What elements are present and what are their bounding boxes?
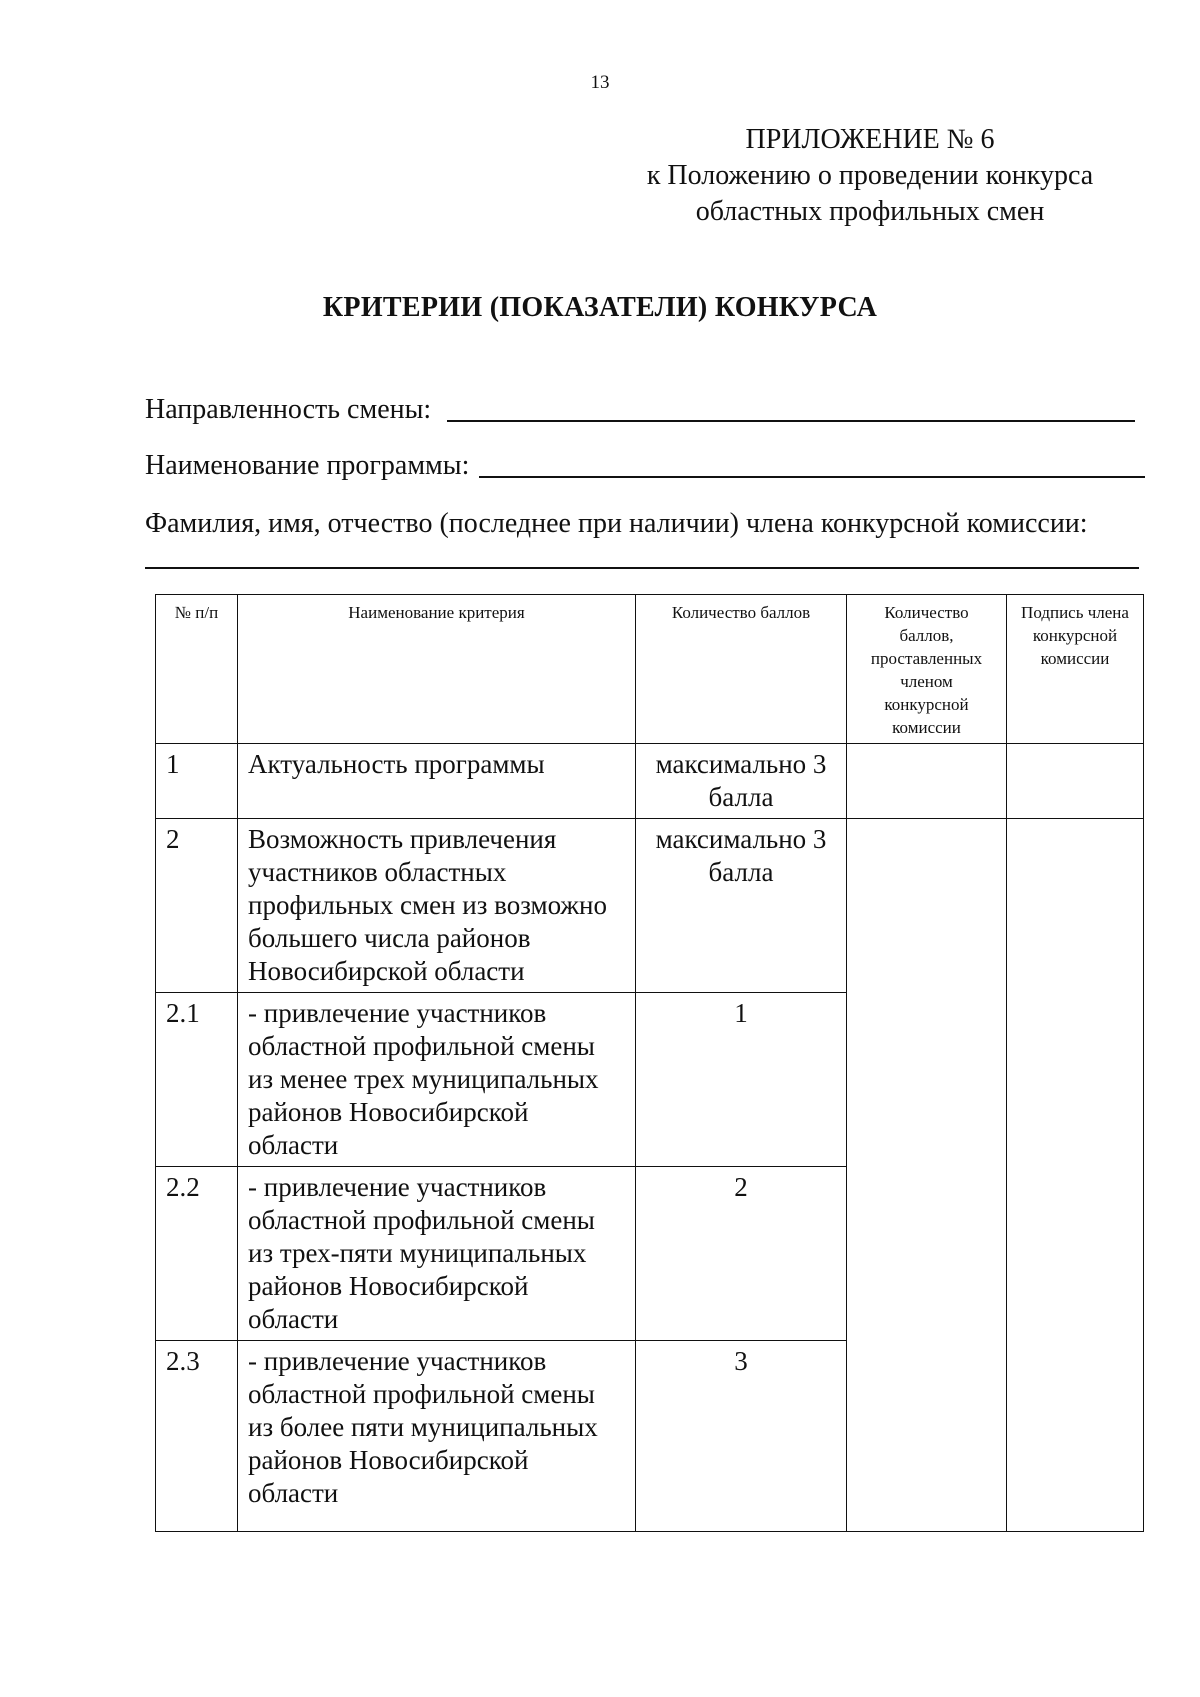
- page-number: 13: [590, 72, 610, 93]
- appendix-header: [600, 122, 1140, 230]
- signature-cell[interactable]: [1007, 819, 1144, 1532]
- header-given-points: Количество баллов, проставленных членом конкурсной комиссии: [847, 595, 1007, 744]
- header-num: № п/п: [156, 595, 238, 744]
- given-points-cell[interactable]: [847, 819, 1007, 1532]
- row-criterion: - привлечение участников областной профильной смены из более пяти муниципальных районов Новосибирской области: [238, 1341, 636, 1532]
- program-label: Наименование программы:: [145, 450, 470, 481]
- row-criterion: Актуальность программы: [238, 744, 636, 819]
- row-num: 1: [156, 744, 238, 819]
- criteria-table: [155, 594, 1144, 1532]
- signature-cell[interactable]: [1007, 744, 1144, 819]
- row-criterion: - привлечение участников областной профильной смены из трех-пяти муниципальных районов Новосибирской области: [238, 1167, 636, 1341]
- document-title: КРИТЕРИИ (ПОКАЗАТЕЛИ) КОНКУРСА: [322, 292, 878, 323]
- row-points: максимально 3 балла: [636, 819, 847, 993]
- program-blank-line[interactable]: [479, 476, 1145, 478]
- row-num: 2.1: [156, 993, 238, 1167]
- header-signature: Подпись члена конкурсной комиссии: [1007, 595, 1144, 744]
- appendix-number: ПРИЛОЖЕНИЕ № 6: [745, 124, 995, 155]
- appendix-reference-cont: областных профильных смен: [695, 196, 1045, 227]
- header-points: Количество баллов: [636, 595, 847, 744]
- member-field: [145, 508, 1088, 540]
- appendix-reference: к Положению о проведении конкурса: [646, 160, 1094, 191]
- direction-field: [145, 394, 431, 426]
- row-criterion: Возможность привлечения участников областных профильных смен из возможно большего числа районов Новосибирской области: [238, 819, 636, 993]
- row-num: 2: [156, 819, 238, 993]
- header-criterion: Наименование критерия: [238, 595, 636, 744]
- member-blank-line[interactable]: [145, 567, 1139, 569]
- table-row: [156, 819, 1144, 993]
- table-row: [156, 744, 1144, 819]
- direction-blank-line[interactable]: [447, 420, 1135, 422]
- given-points-cell[interactable]: [847, 744, 1007, 819]
- row-points: 2: [636, 1167, 847, 1341]
- row-num: 2.2: [156, 1167, 238, 1341]
- table-header-row: [156, 595, 1144, 744]
- direction-label: Направленность смены:: [145, 394, 432, 425]
- row-points: 1: [636, 993, 847, 1167]
- member-label: Фамилия, имя, отчество (последнее при наличии) члена конкурсной комиссии:: [145, 508, 1088, 539]
- row-num: 2.3: [156, 1341, 238, 1532]
- program-field: [145, 450, 469, 482]
- row-criterion: - привлечение участников областной профильной смены из менее трех муниципальных районов Новосибирской области: [238, 993, 636, 1167]
- row-points: 3: [636, 1341, 847, 1532]
- row-points: максимально 3 балла: [636, 744, 847, 819]
